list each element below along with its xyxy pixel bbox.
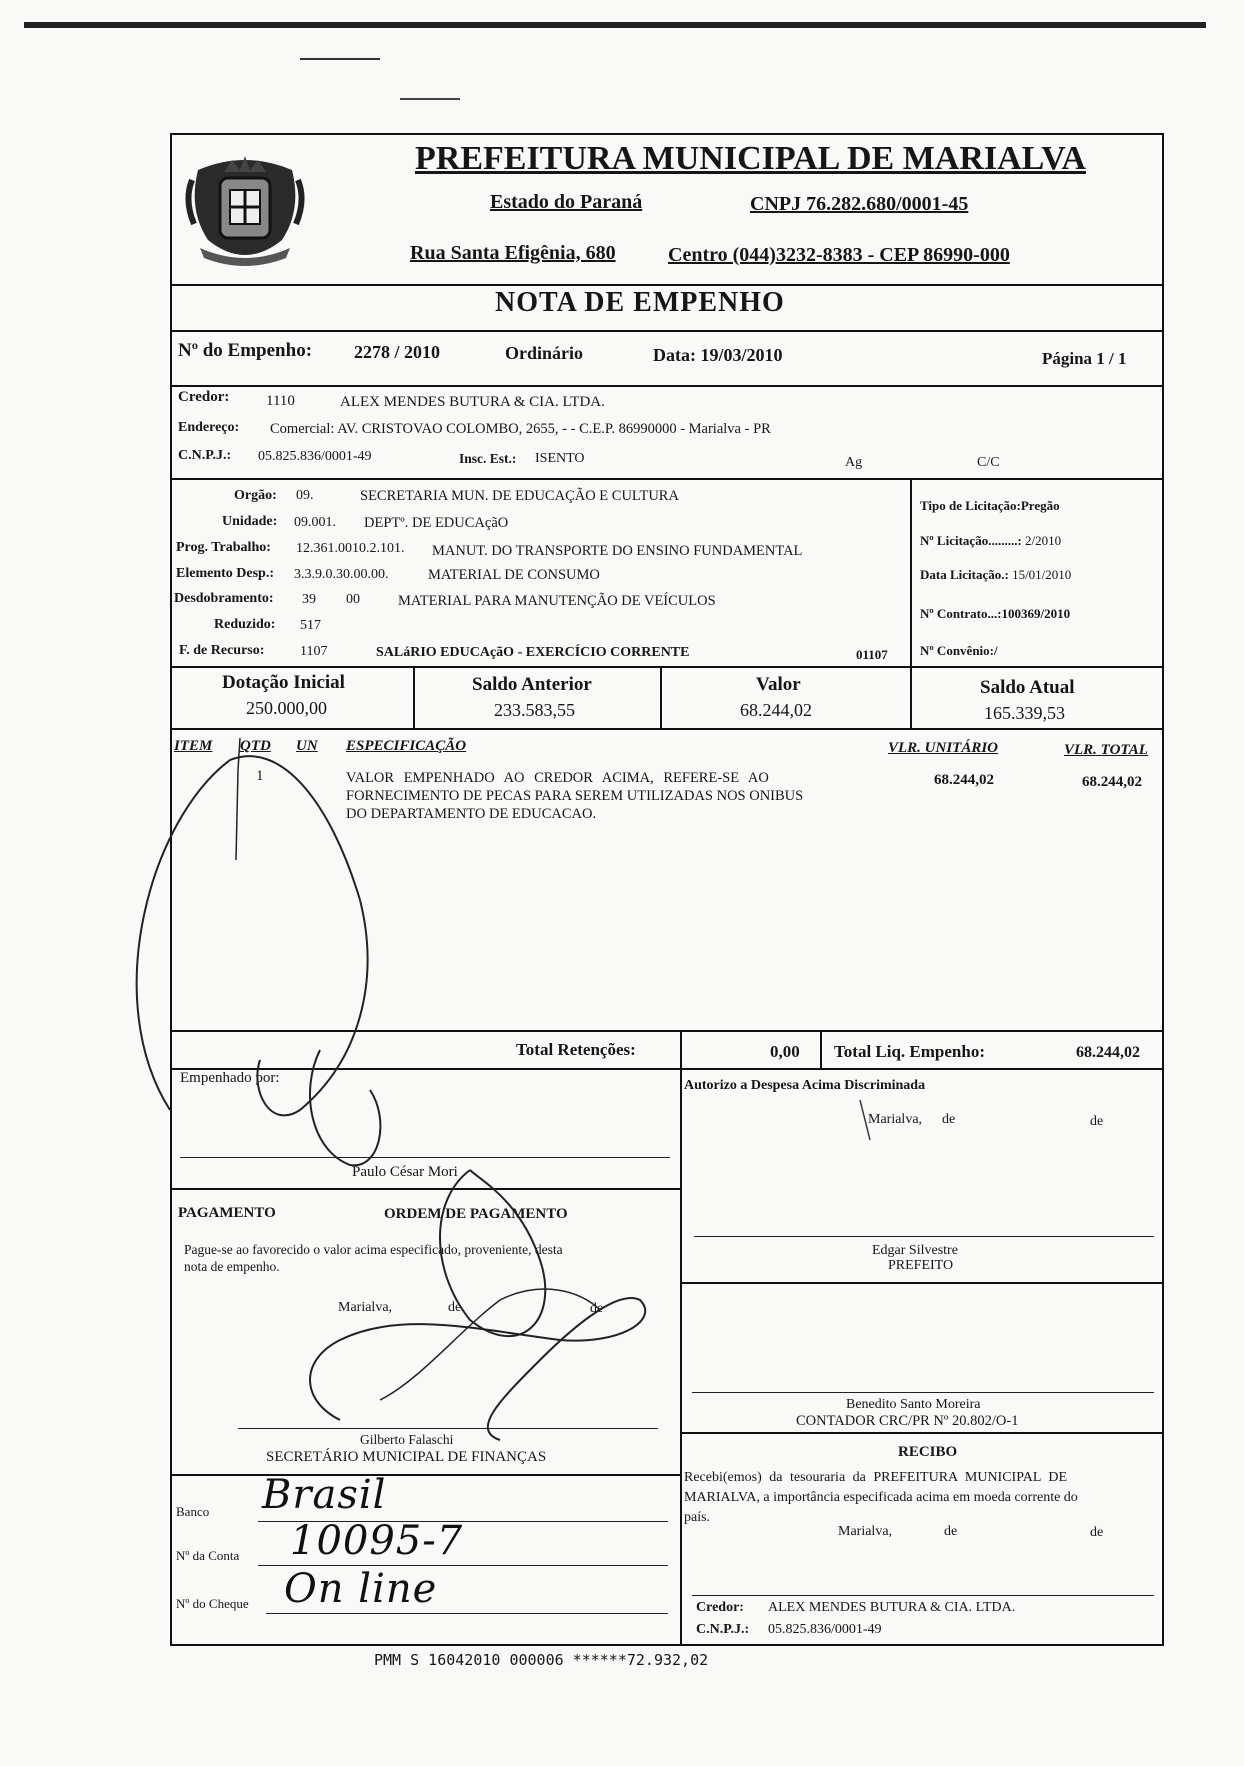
reduzido-value: 517 — [300, 618, 321, 633]
elemento-name: MATERIAL DE CONSUMO — [428, 567, 600, 583]
item-desc-line1: VALOR EMPENHADO AO CREDOR ACIMA, REFERE-SE AO — [346, 770, 769, 786]
credor-name: ALEX MENDES BUTURA & CIA. LTDA. — [340, 394, 605, 410]
endereco-label: Endereço: — [178, 420, 240, 435]
conta-value: 10095-7 — [290, 1518, 464, 1564]
unidade-label: Unidade: — [222, 514, 278, 529]
orgao-label: Orgão: — [234, 488, 277, 503]
recibo-cnpj-value: 05.825.836/0001-49 — [768, 1622, 882, 1637]
signature-line — [694, 1236, 1154, 1237]
licitacao-date-label: Data Licitação.: — [920, 567, 1009, 582]
header-cnpj: CNPJ 76.282.680/0001-45 — [750, 193, 969, 215]
header-address: Rua Santa Efigênia, 680 — [410, 242, 616, 264]
autorizo-city: Marialva, — [868, 1112, 923, 1127]
elemento-code: 3.3.9.0.30.00.00. — [294, 567, 389, 582]
conta-label: Nº da Conta — [176, 1548, 240, 1563]
prog-label: Prog. Trabalho: — [176, 540, 271, 555]
unidade-code: 09.001. — [294, 515, 336, 530]
recibo-cnpj-label: C.N.P.J.: — [696, 1622, 750, 1637]
credor-code: 1110 — [266, 393, 295, 409]
desdobramento-label: Desdobramento: — [174, 591, 274, 606]
state-name: Estado do Paraná — [490, 191, 643, 213]
item-desc-line3: DO DEPARTAMENTO DE EDUCACAO. — [346, 806, 597, 822]
pagamento-text-2: nota de empenho. — [184, 1259, 280, 1274]
col-vlr-unitario: VLR. UNITÁRIO — [888, 740, 999, 756]
scan-mark — [300, 58, 380, 60]
cc-label: C/C — [977, 455, 1000, 470]
autorizo-de-2: de — [1090, 1114, 1104, 1129]
scan-edge — [24, 22, 1206, 28]
insc-label: Insc. Est.: — [459, 451, 517, 466]
recurso-name: SALáRIO EDUCAçãO - EXERCÍCIO CORRENTE — [376, 645, 690, 660]
banco-value: Brasil — [262, 1472, 387, 1518]
recibo-title: RECIBO — [898, 1444, 958, 1460]
empenho-type: Ordinário — [505, 343, 584, 363]
cheque-value: On line — [284, 1566, 438, 1612]
document-title: NOTA DE EMPENHO — [495, 287, 785, 318]
autorizo-label: Autorizo a Despesa Acima Discriminada — [684, 1078, 926, 1093]
recibo-credor-label: Credor: — [696, 1600, 744, 1615]
banco-label: Banco — [176, 1504, 210, 1519]
reduzido-label: Reduzido: — [214, 617, 276, 632]
pagamento-label: PAGAMENTO — [178, 1205, 276, 1221]
item-vlr-total: 68.244,02 — [1082, 774, 1142, 790]
col-qtd: QTD — [240, 738, 271, 754]
retencoes-value: 0,00 — [770, 1042, 800, 1061]
item-vlr-unitario: 68.244,02 — [934, 772, 994, 788]
recibo-text-1: Recebi(emos) da tesouraria da PREFEITURA MUNICIPAL DE — [684, 1470, 1068, 1485]
recurso-label: F. de Recurso: — [179, 643, 265, 658]
convenio-number: Nº Convênio:/ — [920, 643, 998, 658]
desdobramento-sub: 00 — [346, 592, 360, 607]
item-desc-line2: FORNECIMENTO DE PECAS PARA SEREM UTILIZADAS NOS ONIBUS — [346, 788, 804, 804]
pagamento-de-2: de — [590, 1301, 604, 1316]
pagamento-city: Marialva, — [338, 1300, 393, 1315]
prog-name: MANUT. DO TRANSPORTE DO ENSINO FUNDAMENTAL — [432, 543, 803, 559]
signature-line — [692, 1595, 1154, 1596]
liq-empenho-value: 68.244,02 — [1076, 1044, 1140, 1061]
unidade-name: DEPTº. DE EDUCAçãO — [364, 515, 509, 531]
ag-label: Ag — [845, 455, 863, 470]
recurso-number: 01107 — [856, 647, 888, 662]
tipo-licitacao: Tipo de Licitação:Pregão — [920, 498, 1060, 513]
empenhado-name: Paulo César Mori — [352, 1164, 458, 1180]
saldo-anterior-label: Saldo Anterior — [472, 674, 592, 695]
orgao-code: 09. — [296, 488, 314, 503]
col-vlr-total: VLR. TOTAL — [1064, 742, 1148, 758]
secretario-name: Gilberto Falaschi — [360, 1432, 454, 1447]
prefeito-role: PREFEITO — [888, 1258, 954, 1273]
desdobramento-code: 39 — [302, 592, 316, 607]
desdobramento-name: MATERIAL PARA MANUTENÇÃO DE VEÍCULOS — [398, 593, 716, 609]
pagamento-de-1: de — [448, 1300, 462, 1315]
scan-mark — [400, 98, 460, 100]
empenho-date: Data: 19/03/2010 — [653, 345, 783, 365]
machine-print: PMM S 16042010 000006 ******72.932,02 — [374, 1651, 709, 1669]
empenhado-label: Empenhado por: — [180, 1070, 280, 1086]
saldo-anterior-value: 233.583,55 — [494, 700, 575, 720]
page-title: PREFEITURA MUNICIPAL DE MARIALVA — [415, 140, 1086, 177]
recibo-text-3: país. — [684, 1510, 711, 1525]
insc-value: ISENTO — [535, 451, 585, 466]
pagamento-text-1: Pague-se ao favorecido o valor acima especificado, proveniente, desta — [184, 1242, 563, 1257]
cnpj-value: 05.825.836/0001-49 — [258, 449, 372, 464]
prefeito-name: Edgar Silvestre — [872, 1243, 958, 1258]
signature-line — [180, 1157, 670, 1158]
prog-code: 12.361.0010.2.101. — [296, 541, 405, 556]
valor-value: 68.244,02 — [740, 700, 812, 720]
recurso-code: 1107 — [300, 644, 328, 659]
recibo-de-1: de — [944, 1524, 958, 1539]
col-item: ITEM — [174, 738, 213, 754]
signature-line — [238, 1428, 658, 1429]
empenho-label: Nº do Empenho: — [178, 340, 313, 361]
cnpj-label: C.N.P.J.: — [178, 448, 232, 463]
contador-role: CONTADOR CRC/PR Nº 20.802/O-1 — [796, 1413, 1019, 1429]
dotacao-value: 250.000,00 — [246, 698, 327, 718]
signature-line — [692, 1392, 1154, 1393]
valor-label: Valor — [756, 674, 801, 695]
contrato-number: Nº Contrato...:100369/2010 — [920, 606, 1071, 621]
recibo-city: Marialva, — [838, 1524, 893, 1539]
credor-label: Credor: — [178, 389, 230, 405]
item-qtd: 1 — [256, 768, 264, 784]
cheque-field-line — [266, 1613, 668, 1614]
orgao-name: SECRETARIA MUN. DE EDUCAÇÃO E CULTURA — [360, 488, 679, 504]
ordem-pagamento-title: ORDEM DE PAGAMENTO — [384, 1206, 568, 1222]
licitacao-number-label: Nº Licitação.........: — [920, 533, 1022, 548]
licitacao-number: 2/2010 — [1025, 533, 1062, 548]
contador-name: Benedito Santo Moreira — [846, 1397, 981, 1412]
recibo-text-2: MARIALVA, a importância especificada acima em moeda corrente do — [684, 1490, 1078, 1505]
liq-empenho-label: Total Liq. Empenho: — [834, 1042, 985, 1061]
recibo-de-2: de — [1090, 1525, 1104, 1540]
saldo-atual-value: 165.339,53 — [984, 703, 1065, 723]
retencoes-label: Total Retenções: — [516, 1040, 636, 1059]
col-especificacao: ESPECIFICAÇÃO — [346, 738, 467, 754]
dotacao-label: Dotação Inicial — [222, 672, 345, 693]
endereco-value: Comercial: AV. CRISTOVAO COLOMBO, 2655, - - C.E.P. 86990000 - Marialva - PR — [270, 421, 771, 437]
elemento-label: Elemento Desp.: — [176, 566, 274, 581]
cheque-label: Nº do Cheque — [176, 1596, 249, 1611]
recibo-credor-name: ALEX MENDES BUTURA & CIA. LTDA. — [768, 1600, 1016, 1615]
page-number: Página 1 / 1 — [1042, 349, 1127, 368]
secretario-role: SECRETÁRIO MUNICIPAL DE FINANÇAS — [266, 1449, 547, 1465]
licitacao-date: 15/01/2010 — [1012, 567, 1072, 582]
col-un: UN — [296, 738, 318, 754]
autorizo-de-1: de — [942, 1112, 956, 1127]
header-contact: Centro (044)3232-8383 - CEP 86990-000 — [668, 244, 1010, 266]
empenho-number: 2278 / 2010 — [354, 342, 441, 362]
saldo-atual-label: Saldo Atual — [980, 677, 1075, 698]
